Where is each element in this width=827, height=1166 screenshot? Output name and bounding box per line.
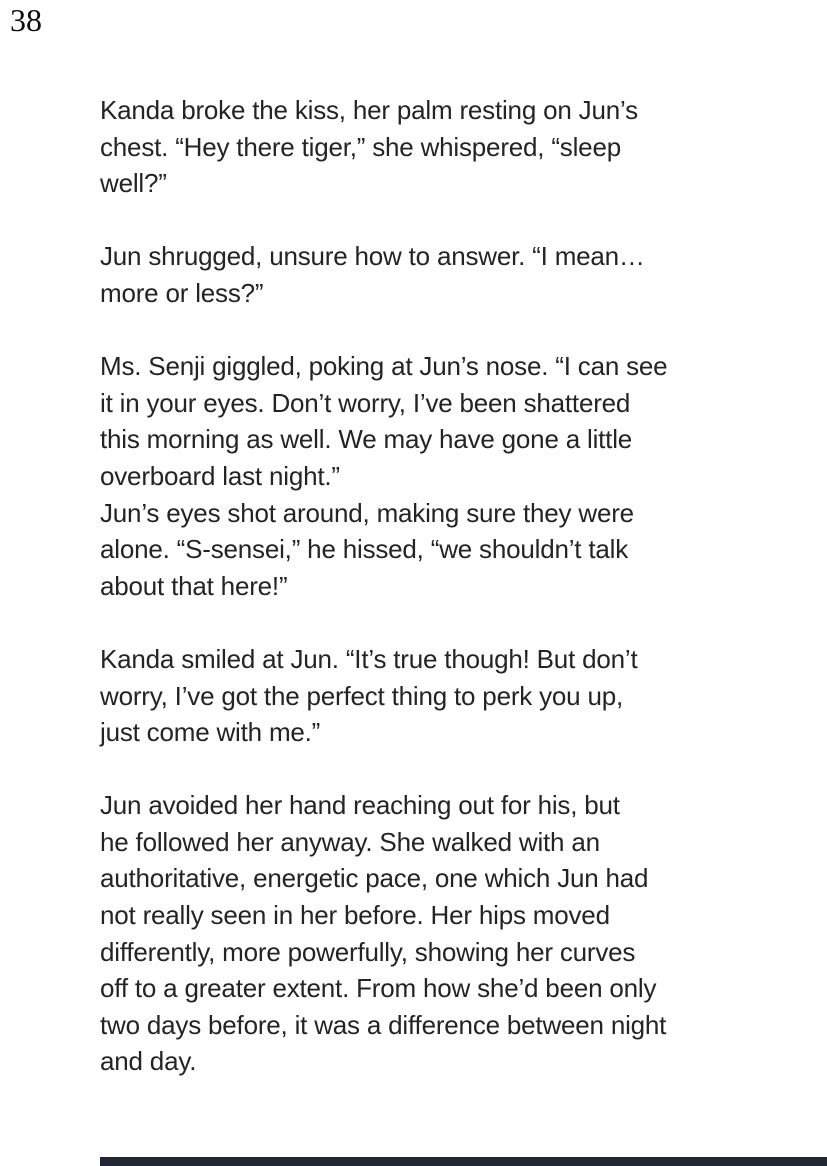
bottom-bar-partial-element [100,1157,827,1166]
text-line: just come with me.” [100,717,321,748]
text-line: he followed her anyway. She walked with an [100,826,600,857]
text-line: two days before, it was a difference between night [100,1009,667,1040]
page-body [100,92,790,1080]
text-line: Jun avoided her hand reaching out for his, but [100,790,620,821]
text-line: more or less?” [100,277,264,308]
paragraph [100,787,790,1080]
text-line: about that here!” [100,570,288,601]
text-line: and day. [100,1046,197,1077]
paragraph [100,641,790,751]
text-line: well?” [100,168,167,199]
text-line: Kanda broke the kiss, her palm resting on Jun’s [100,95,638,125]
text-line: Jun shrugged, unsure how to answer. “I mean… [100,241,645,272]
text-line: off to a greater extent. From how she’d been only [100,973,657,1004]
paragraph [100,348,790,604]
text-line: alone. “S-sensei,” he hissed, “we shouldn’t talk [100,534,629,565]
text-line: Kanda smiled at Jun. “It’s true though! But don’t [100,643,638,674]
text-line: worry, I’ve got the perfect thing to perk you up, [100,680,623,711]
paragraph [100,238,790,311]
text-line: Ms. Senji giggled, poking at Jun’s nose. “I can see [100,351,668,382]
text-line: it in your eyes. Don’t worry, I’ve been shattered [100,387,631,418]
text-line: this morning as well. We may have gone a little [100,424,633,455]
page-number: 38 [10,2,42,38]
paragraph [100,92,790,202]
text-line: authoritative, energetic pace, one which Jun had [100,863,649,894]
text-line: not really seen in her before. Her hips moved [100,900,610,931]
text-line: overboard last night.” [100,460,340,491]
text-line: chest. “Hey there tiger,” she whispered, “sleep [100,131,621,162]
text-line: Jun’s eyes shot around, making sure they were [100,497,634,528]
text-line: differently, more powerfully, showing her curves [100,936,636,967]
